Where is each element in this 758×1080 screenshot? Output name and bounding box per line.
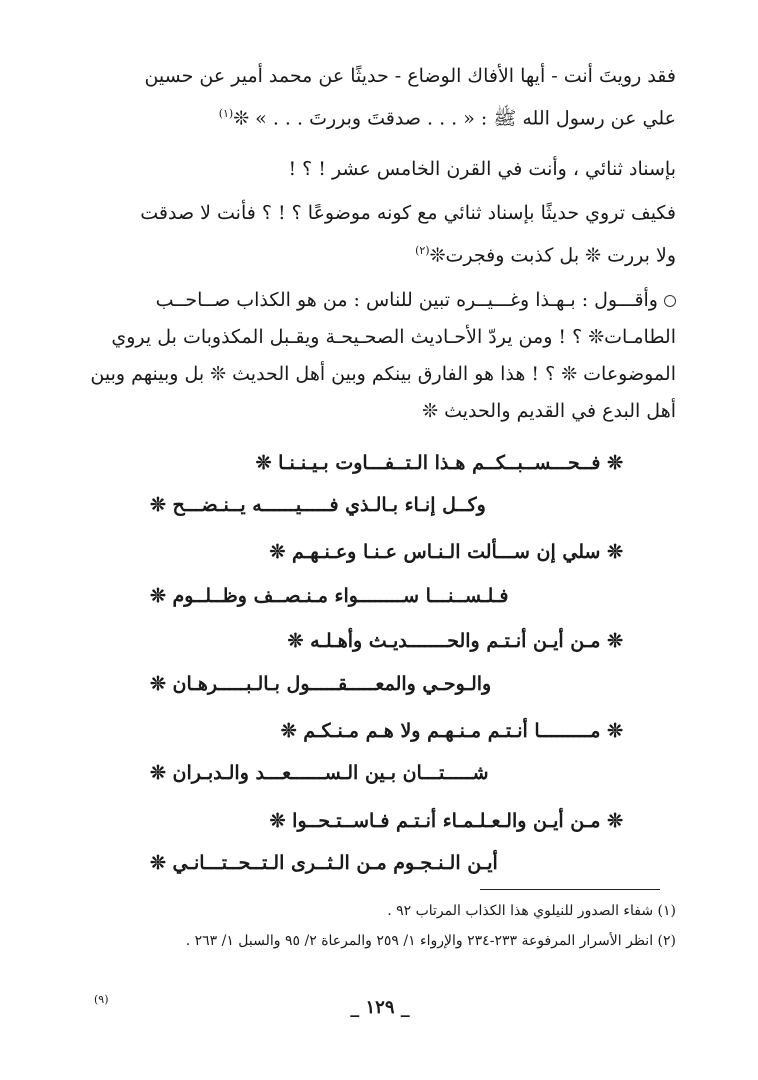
paragraph-statement	[80, 282, 676, 430]
circle-bullet-icon	[664, 295, 676, 307]
poem-verse: ❊ سلي إن ســـألت الـنـاس عـنـا وعـنـهـم ❊	[269, 541, 623, 563]
footnote-divider	[480, 889, 660, 890]
poem-verse: فـلـســنـــا ســــــــواء مـنـصــف وظــلــوم ❊	[150, 585, 509, 607]
poem-verse: ❊ مـن أيـن والـعـلـمـاء أنـتـم فـاســتـحــوا ❊	[269, 810, 623, 832]
paragraph-question	[80, 195, 676, 274]
footnote-ref: (٢)	[415, 244, 430, 257]
poem-verse: ❊ فــحـــســبــكــم هـذا الـتــفـــاوت بـيـنـنـا ❊	[255, 452, 623, 474]
paragraph-line: فكيف تروي حديثًا بإسناد ثنائي مع كونه موضوعًا ؟ ! ؟ فأنت لا صدقت	[140, 202, 676, 224]
paragraph-text: علي عن رسول الله ﷺ : « . . . صدقتَ وبررتَ . . . » ❊	[233, 107, 676, 130]
paragraph-isnad	[80, 151, 676, 188]
paragraph-narration	[80, 58, 676, 137]
poem-verse: أيـن الـنـجـوم مـن الـثــرى الـتــحــتـــانـي ❊	[150, 852, 498, 874]
poem-verse: وكــل إنـاء بـالـذي فـــــيــــــه يــنـضـــح ❊	[150, 494, 486, 516]
footnote: (٢) انظر الأسرار المرفوعة ٢٣٣-٢٣٤ والإرواء ١/ ٢٥٩ والمرعاة ٢/ ٩٥ والسبل ١/ ٢٦٣ .	[185, 933, 676, 949]
paragraph-line: فقد رويتَ أنت - أيها الأفاك الوضاع - حديثًا عن محمد أمير عن حسين	[144, 65, 676, 87]
paragraph-line: الموضوعات ❊ ؟ ! هذا هو الفارق بينكم وبين أهل الحديث ❊ بل وبينهم وبين	[90, 363, 676, 385]
paragraph-line	[80, 282, 676, 319]
paragraph-line	[80, 95, 676, 137]
paragraph-line: أهل البدع في القديم والحديث ❊	[422, 400, 676, 422]
signature-mark: (٩)	[94, 993, 109, 1006]
footnote-ref: (١)	[218, 107, 234, 120]
poem-verse: والـوحـي والمعـــــقـــــول بـالـبـــــرهـان ❊	[150, 673, 492, 695]
footnote: (١) شفاء الصدور للنيلوي هذا الكذاب المرتاب ٩٢ .	[387, 903, 676, 919]
paragraph-line: بإسناد ثنائي ، وأنت في القرن الخامس عشر ! ؟ !	[288, 158, 676, 180]
poem-verse: شـــــتـــان بـين الـســــــعـــد والـدبـران ❊	[150, 762, 489, 784]
paragraph-line	[80, 232, 676, 274]
paragraph-text: وأقـــول : بـهـذا وغـــيــره تبين للناس : من هو الكذاب صــاحــب	[155, 289, 658, 311]
page-number: _ ١٢٩ _	[350, 997, 410, 1018]
poem-verse: ❊ مـن أيـن أنـتـم والحـــــــديـث وأهـلـه ❊	[287, 630, 623, 652]
paragraph-line: الطامـات❊ ؟ ! ومن يردّ الأحـاديث الصحـيحـة ويقـبل المكذوبات بل يروي	[111, 326, 676, 348]
paragraph-text: ولا بررت ❊ بل كذبت وفجرت❊	[429, 244, 676, 267]
poem-verse: ❊ مـــــــــا أنـتـم مـنـهـم ولا هـم مـنـكـم ❊	[280, 720, 623, 742]
